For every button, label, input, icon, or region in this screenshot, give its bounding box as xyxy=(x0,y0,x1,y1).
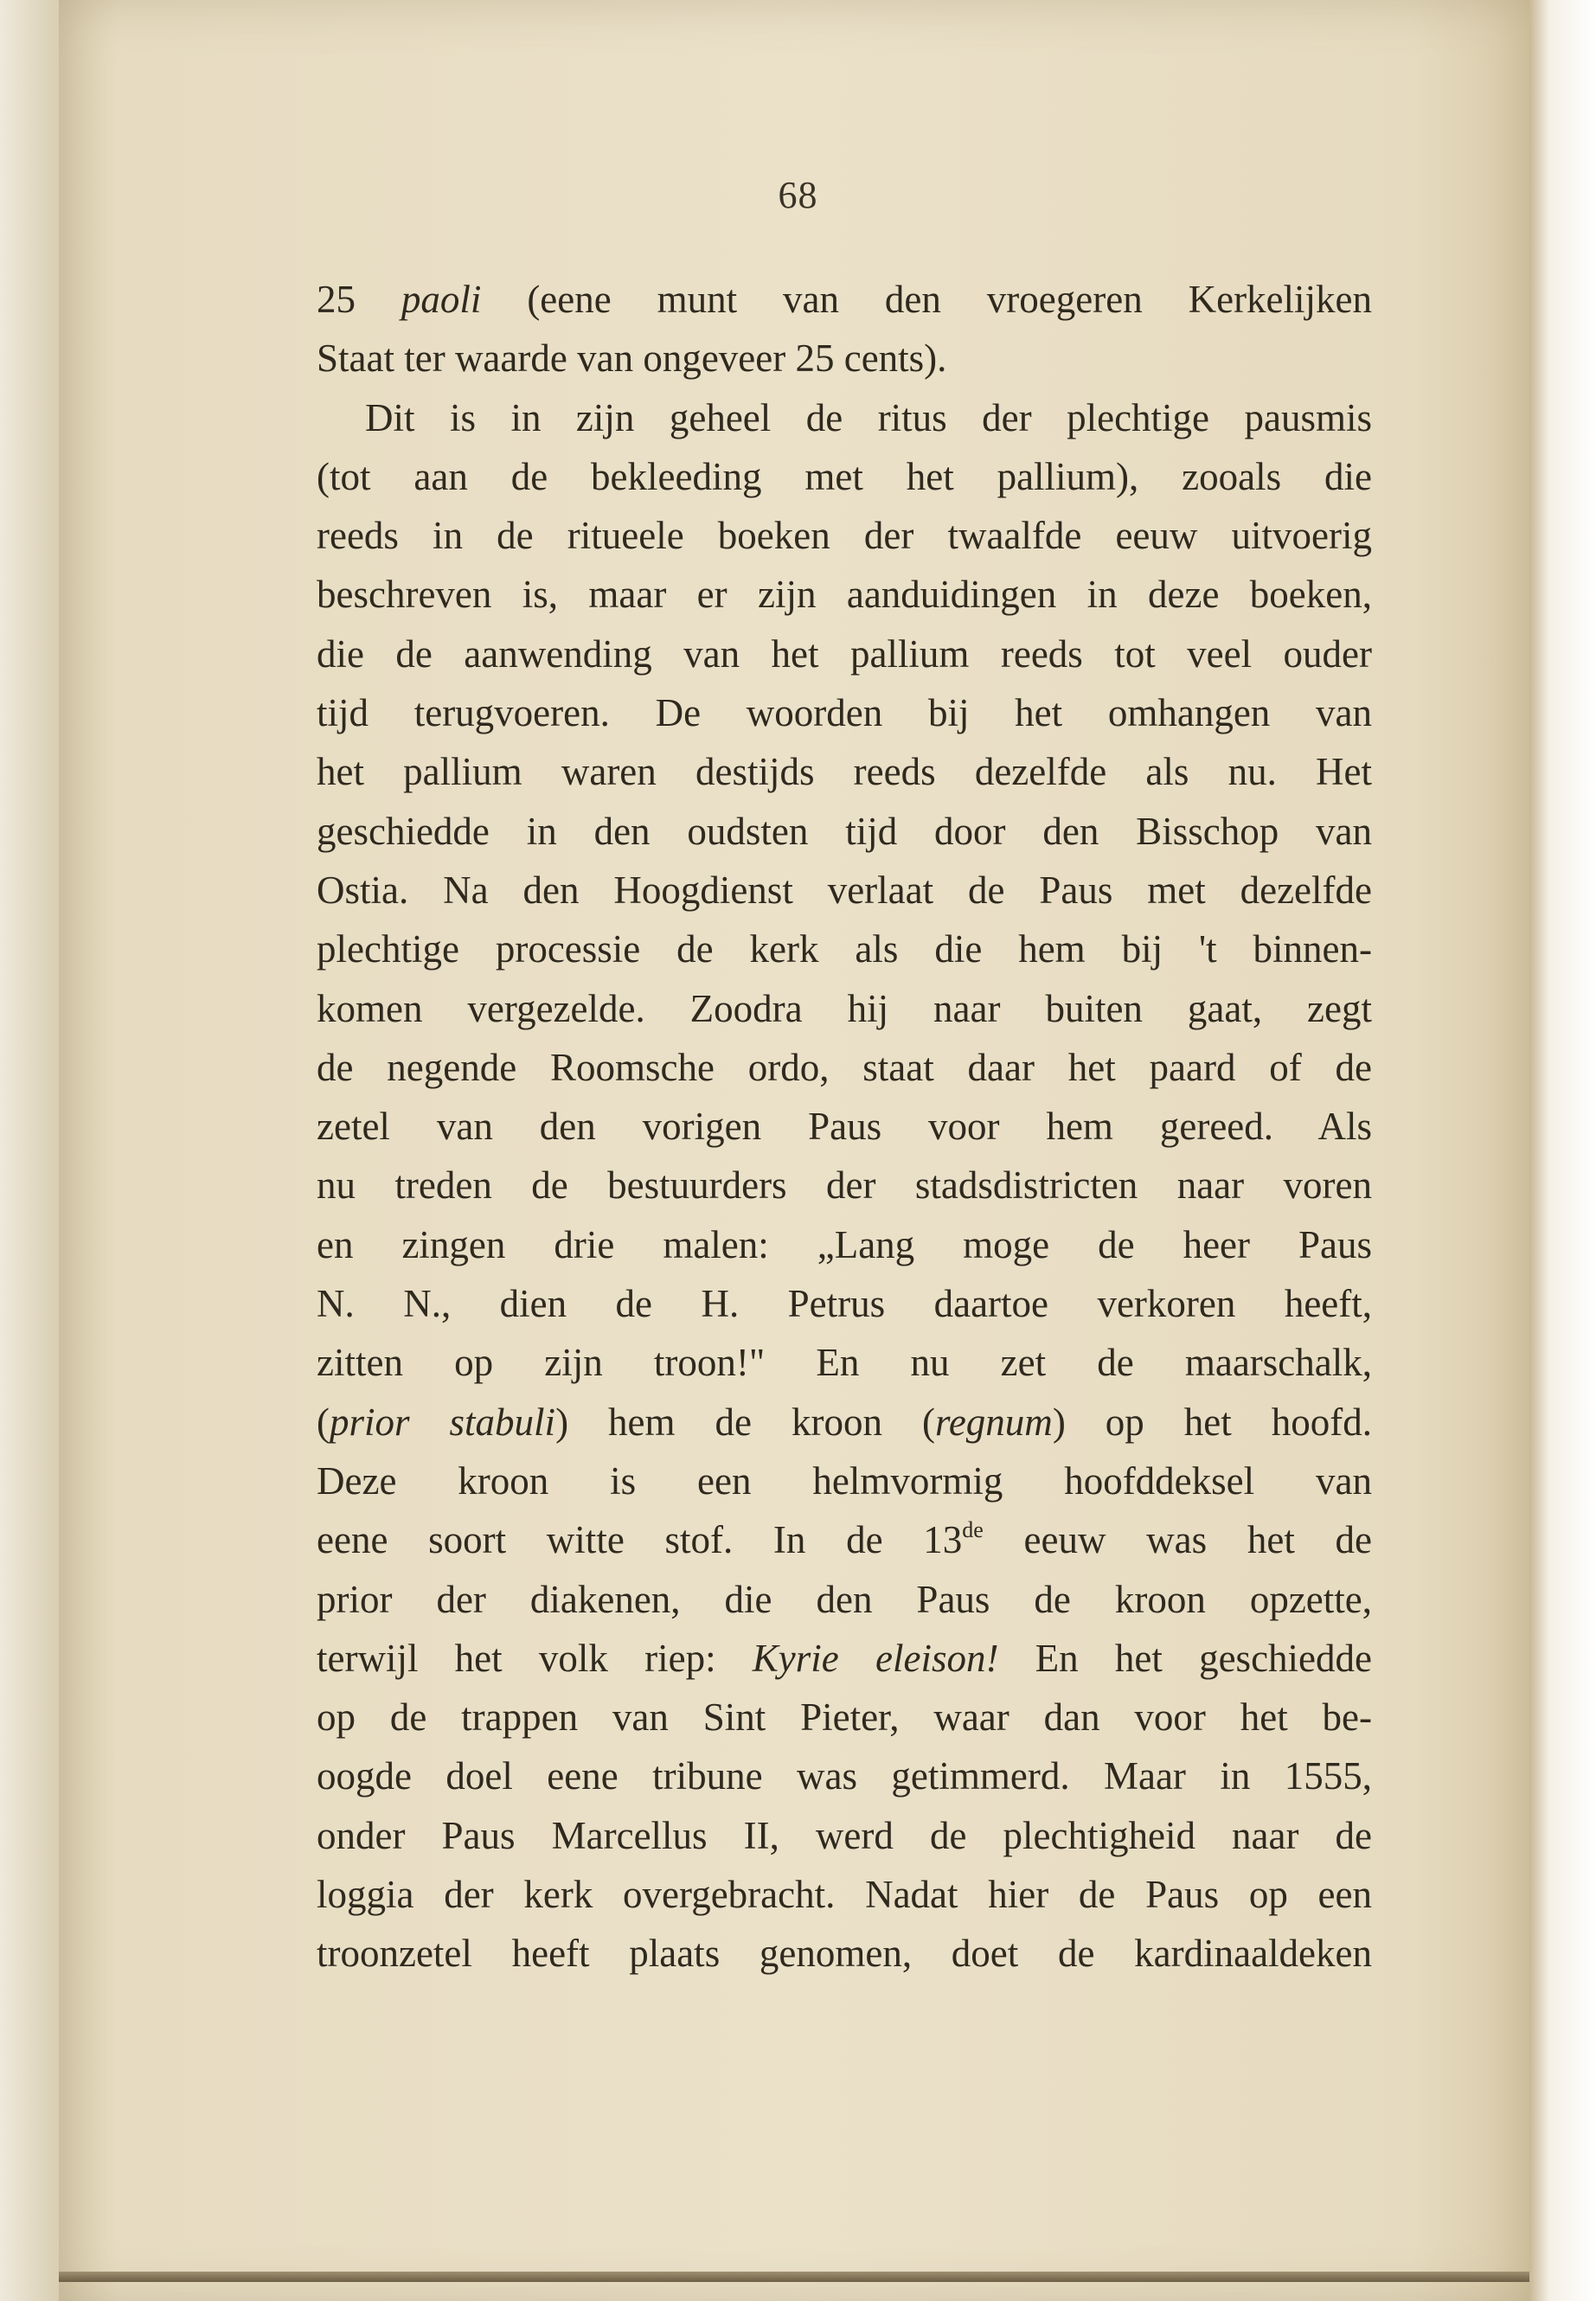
text-line: troonzetel heeft plaats genomen, doet de kardinaaldeken xyxy=(317,1932,1372,1976)
text-line: Ostia. Na den Hoogdienst verlaat de Paus met dezelfde xyxy=(317,868,1372,912)
text-line: nu treden de bestuurders der stadsdistricten naar voren xyxy=(317,1163,1372,1208)
text-line: eene soort witte stof. In de 13de eeuw was het de xyxy=(317,1517,1372,1562)
text-line: plechtige processie de kerk als die hem bij 't binnen- xyxy=(317,927,1372,971)
text-line: prior der diakenen, die den Paus de kroon opzette, xyxy=(317,1577,1372,1621)
text-line: oogde doel eene tribune was getimmerd. Maar in 1555, xyxy=(317,1754,1372,1798)
text-line: geschiedde in den oudsten tijd door den Bisschop van xyxy=(317,809,1372,853)
text-line: die de aanwending van het pallium reeds tot veel ouder xyxy=(317,631,1372,676)
text-line: 25 paoli (eene munt van den vroegeren Kerkelijken xyxy=(317,278,1372,321)
text-line: tijd terugvoeren. De woorden bij het omhangen van xyxy=(317,691,1372,735)
text-line: komen vergezelde. Zoodra hij naar buiten gaat, zegt xyxy=(317,986,1372,1030)
text-line: loggia der kerk overgebracht. Nadat hier de Paus op een xyxy=(317,1873,1372,1917)
text-line: onder Paus Marcellus II, werd de plechtigheid naar de xyxy=(317,1813,1372,1857)
text-line: (tot aan de bekleeding met het pallium), zooals die xyxy=(317,454,1372,498)
left-margin-edge xyxy=(0,0,59,2301)
text-line: beschreven is, maar er zijn aanduidingen in deze boeken, xyxy=(317,573,1372,617)
body-text xyxy=(317,270,1372,1984)
text-line: Deze kroon is een helmvormig hoofddeksel van xyxy=(317,1458,1372,1503)
text-line: N. N., dien de H. Petrus daartoe verkoren heeft, xyxy=(317,1282,1372,1326)
text-line: Staat ter waarde van ongeveer 25 cents). xyxy=(317,336,947,381)
bottom-binding-strip xyxy=(59,2272,1529,2282)
text-line: op de trappen van Sint Pieter, waar dan voor het be- xyxy=(317,1695,1372,1740)
text-line: reeds in de ritueele boeken der twaalfde eeuw uitvoerig xyxy=(317,514,1372,558)
text-line: en zingen drie malen: „Lang moge de heer Paus xyxy=(317,1222,1372,1266)
text-line: zitten op zijn troon!" En nu zet de maarschalk, xyxy=(317,1341,1372,1385)
text-line: het pallium waren destijds reeds dezelfde als nu. Het xyxy=(317,750,1372,794)
text-line: (prior stabuli) hem de kroon (regnum) op het hoofd. xyxy=(317,1400,1372,1444)
text-line: Dit is in zijn geheel de ritus der plechtige pausmis xyxy=(365,395,1372,439)
text-line: de negende Roomsche ordo, staat daar het paard of de xyxy=(317,1045,1372,1089)
text-line: zetel van den vorigen Paus voor hem gereed. Als xyxy=(317,1105,1372,1149)
text-line: terwijl het volk riep: Kyrie eleison! En het geschiedde xyxy=(317,1636,1372,1680)
right-page-edge xyxy=(1529,0,1596,2301)
page-number: 68 xyxy=(778,174,818,216)
